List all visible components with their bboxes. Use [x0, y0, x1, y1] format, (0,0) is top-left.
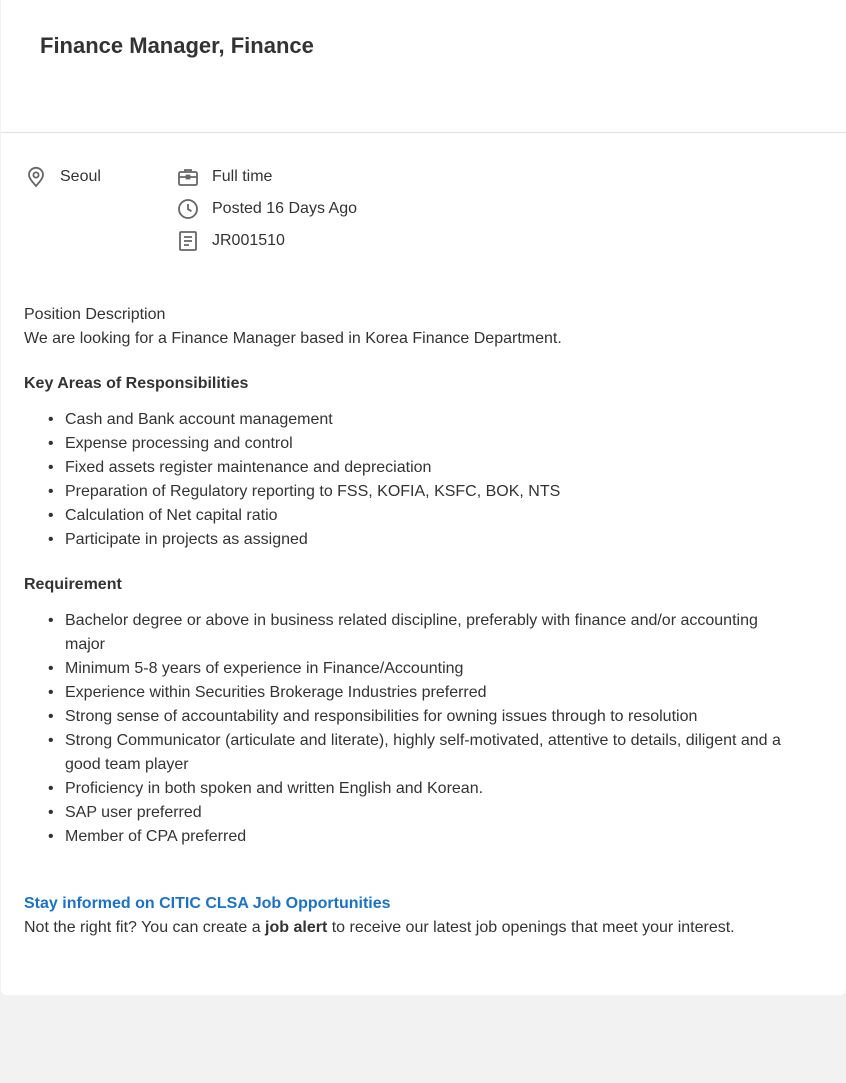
- position-description-text: We are looking for a Finance Manager based in Korea Finance Department.: [24, 330, 562, 347]
- list-item: • Expense processing and control: [24, 432, 784, 456]
- job-alert-link[interactable]: job alert: [265, 919, 328, 936]
- job-header: [1, 0, 846, 133]
- document-icon: [176, 229, 200, 253]
- responsibilities-list: [24, 408, 784, 552]
- job-title: Finance Manager, Finance: [40, 33, 314, 58]
- job-id-text: JR001510: [212, 232, 285, 249]
- job-requisition-id: [176, 227, 285, 255]
- job-alert-text: [24, 916, 784, 940]
- location-text: Seoul: [60, 168, 101, 185]
- requirements-heading: Requirement: [24, 576, 122, 593]
- clock-icon: [176, 197, 200, 221]
- job-alert-prefix: Not the right fit? You can create a: [24, 919, 266, 936]
- employment-type-text: Full time: [212, 168, 273, 185]
- list-item: • Strong Communicator (articulate and literate), highly self-motivated, attentive to details, diligent and a good team player: [24, 729, 784, 777]
- list-item: • Preparation of Regulatory reporting to FSS, KOFIA, KSFC, BOK, NTS: [24, 480, 784, 504]
- job-meta: [1, 163, 846, 273]
- posted-text: Posted 16 Days Ago: [212, 200, 357, 217]
- list-item: • Bachelor degree or above in business related discipline, preferably with finance and/or accounting major: [24, 609, 784, 657]
- job-description: [24, 303, 784, 940]
- list-item: • Participate in projects as assigned: [24, 528, 784, 552]
- list-item: • Experience within Securities Brokerage Industries preferred: [24, 681, 784, 705]
- list-item: • Cash and Bank account management: [24, 408, 784, 432]
- job-posted: [176, 195, 357, 223]
- job-opportunities-link[interactable]: Stay informed on CITIC CLSA Job Opportunities: [24, 895, 391, 912]
- list-item: • Member of CPA preferred: [24, 825, 784, 849]
- list-item: • Fixed assets register maintenance and depreciation: [24, 456, 784, 480]
- job-location: [24, 163, 101, 191]
- list-item: • Minimum 5-8 years of experience in Finance/Accounting: [24, 657, 784, 681]
- responsibilities-heading: Key Areas of Responsibilities: [24, 375, 249, 392]
- position-description-label: Position Description: [24, 306, 166, 323]
- job-alert-suffix: to receive our latest job openings that meet your interest.: [327, 919, 735, 936]
- list-item: • Strong sense of accountability and responsibilities for owning issues through to resolution: [24, 705, 784, 729]
- list-item: • Proficiency in both spoken and written English and Korean.: [24, 777, 784, 801]
- requirements-list: [24, 609, 784, 849]
- briefcase-icon: [176, 165, 200, 189]
- job-detail-card: [1, 0, 846, 995]
- job-employment-type: [176, 163, 272, 191]
- list-item: • SAP user preferred: [24, 801, 784, 825]
- location-pin-icon: [24, 165, 48, 189]
- list-item: • Calculation of Net capital ratio: [24, 504, 784, 528]
